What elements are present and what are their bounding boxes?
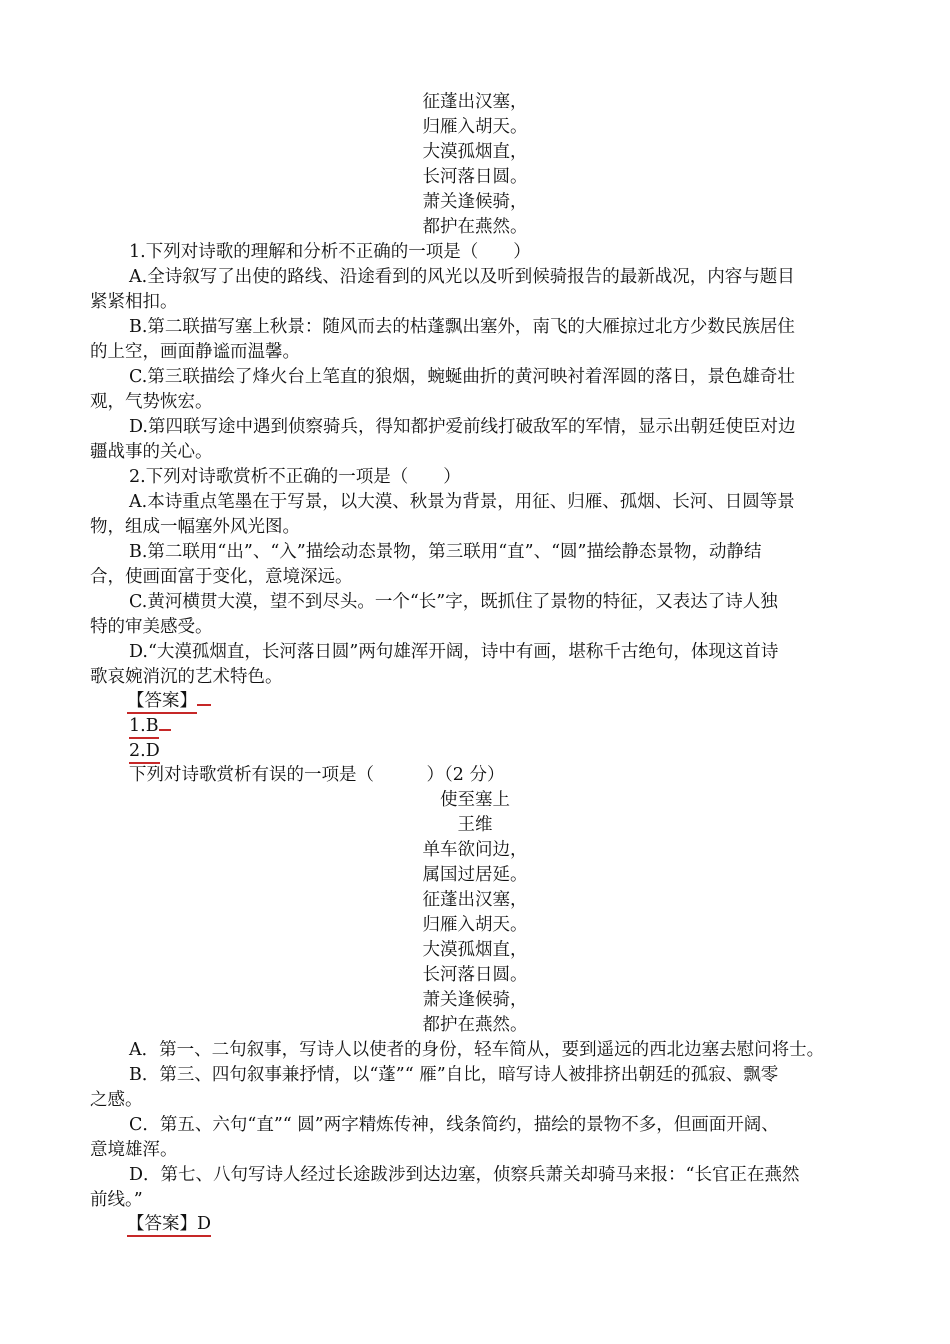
question2-option-c-cont: 特的审美感受。 [90,617,213,637]
question1-option-a-cont: 紧紧相扣。 [90,292,178,312]
question3-option-c-cont: 意境雄浑。 [90,1140,178,1160]
question1-option-b-cont: 的上空，画面静谧而温馨。 [90,342,300,362]
question2-option-c: C.黄河横贯大漠，望不到尽头。一个“长”字，既抓住了景物的特征，又表达了诗人独 [129,592,778,612]
question1-option-d-cont: 疆战事的关心。 [90,442,213,462]
question3-option-d: D．第七、八句写诗人经过长途跋涉到达边塞，侦察兵萧关却骑马来报：“长官正在燕然 [129,1165,800,1185]
poem-title: 使至塞上 [440,790,510,810]
question2-option-d: D.“大漠孤烟直，长河落日圆”两句雄浑开阔，诗中有画，堪称千古绝句，体现这首诗 [129,642,779,662]
question1-option-a: A.全诗叙写了出使的路线、沿途看到的风光以及听到候骑报告的最新战况，内容与题目 [129,267,795,287]
question3-option-d-cont: 前线。” [90,1190,143,1210]
poem2-line: 征蓬出汉塞， [422,890,528,910]
question1-option-b: B.第二联描写塞上秋景：随风而去的枯蓬飘出塞外，南飞的大雁掠过北方少数民族居住 [129,317,795,337]
poem1-line: 大漠孤烟直， [422,142,528,162]
question1-option-d: D.第四联写途中遇到侦察骑兵，得知都护爱前线打破敌军的军情，显示出朝廷使臣对边 [129,417,796,437]
question3-option-a: A．第一、二句叙事，写诗人以使者的身份，轻车简从，要到遥远的西北边塞去慰问将士。 [129,1040,825,1060]
poem2-line: 属国过居延。 [422,865,528,885]
question1-option-c: C.第三联描绘了烽火台上笔直的狼烟，蜿蜒曲折的黄河映衬着浑圆的落日，景色雄奇壮 [129,367,795,387]
question2-option-a: A.本诗重点笔墨在于写景，以大漠、秋景为背景，用征、归雁、孤烟、长河、日圆等景 [129,492,795,512]
poem2-line: 萧关逢候骑， [422,990,528,1010]
question3-stem: 下列对诗歌赏析有误的一项是（ ）（2 分） [129,765,505,785]
question2-stem: 2.下列对诗歌赏析不正确的一项是（ ） [129,467,461,487]
question3-option-c: C．第五、六句“直”“ 圆”两字精炼传神，线条简约，描绘的景物不多，但画面开阔、 [129,1115,779,1135]
poem1-line: 萧关逢候骑， [422,192,528,212]
answer-final [127,1212,211,1237]
question2-option-d-cont: 歌哀婉消沉的艺术特色。 [90,667,283,687]
poem2-line: 大漠孤烟直， [422,940,528,960]
question1-option-c-cont: 观，气势恢宏。 [90,392,213,412]
question3-option-b: B．第三、四句叙事兼抒情，以“蓬”“ 雁”自比，暗写诗人被排挤出朝廷的孤寂、飘零 [129,1065,779,1085]
poem1-line: 征蓬出汉塞， [422,92,528,112]
poem2-line: 归雁入胡天。 [422,915,528,935]
poem1-line: 都护在燕然。 [422,217,528,237]
question1-stem: 1.下列对诗歌的理解和分析不正确的一项是（ ） [129,242,531,262]
poem1-line: 归雁入胡天。 [422,117,528,137]
answer-label-text: 【答案】 [127,691,197,714]
poem2-line: 单车欲问边， [422,840,528,860]
answer-1-text: 1.B [129,716,159,739]
question2-option-a-cont: 物，组成一幅塞外风光图。 [90,517,300,537]
question2-option-b-cont: 合，使画面富于变化，意境深远。 [90,567,353,587]
answer-2-text: 2.D [129,741,160,764]
answer-final-text: 【答案】D [127,1214,211,1237]
answer-1 [129,714,171,739]
poem2-line: 都护在燕然。 [422,1015,528,1035]
poem-author: 王维 [457,815,493,835]
answer-label [127,689,211,714]
question3-option-b-cont: 之感。 [90,1090,143,1110]
question2-option-b: B.第二联用“出”、“入”描绘动态景物，第三联用“直”、“圆”描绘静态景物，动静结 [129,542,762,562]
poem2-line: 长河落日圆。 [422,965,528,985]
answer-2 [129,739,160,764]
poem1-line: 长河落日圆。 [422,167,528,187]
